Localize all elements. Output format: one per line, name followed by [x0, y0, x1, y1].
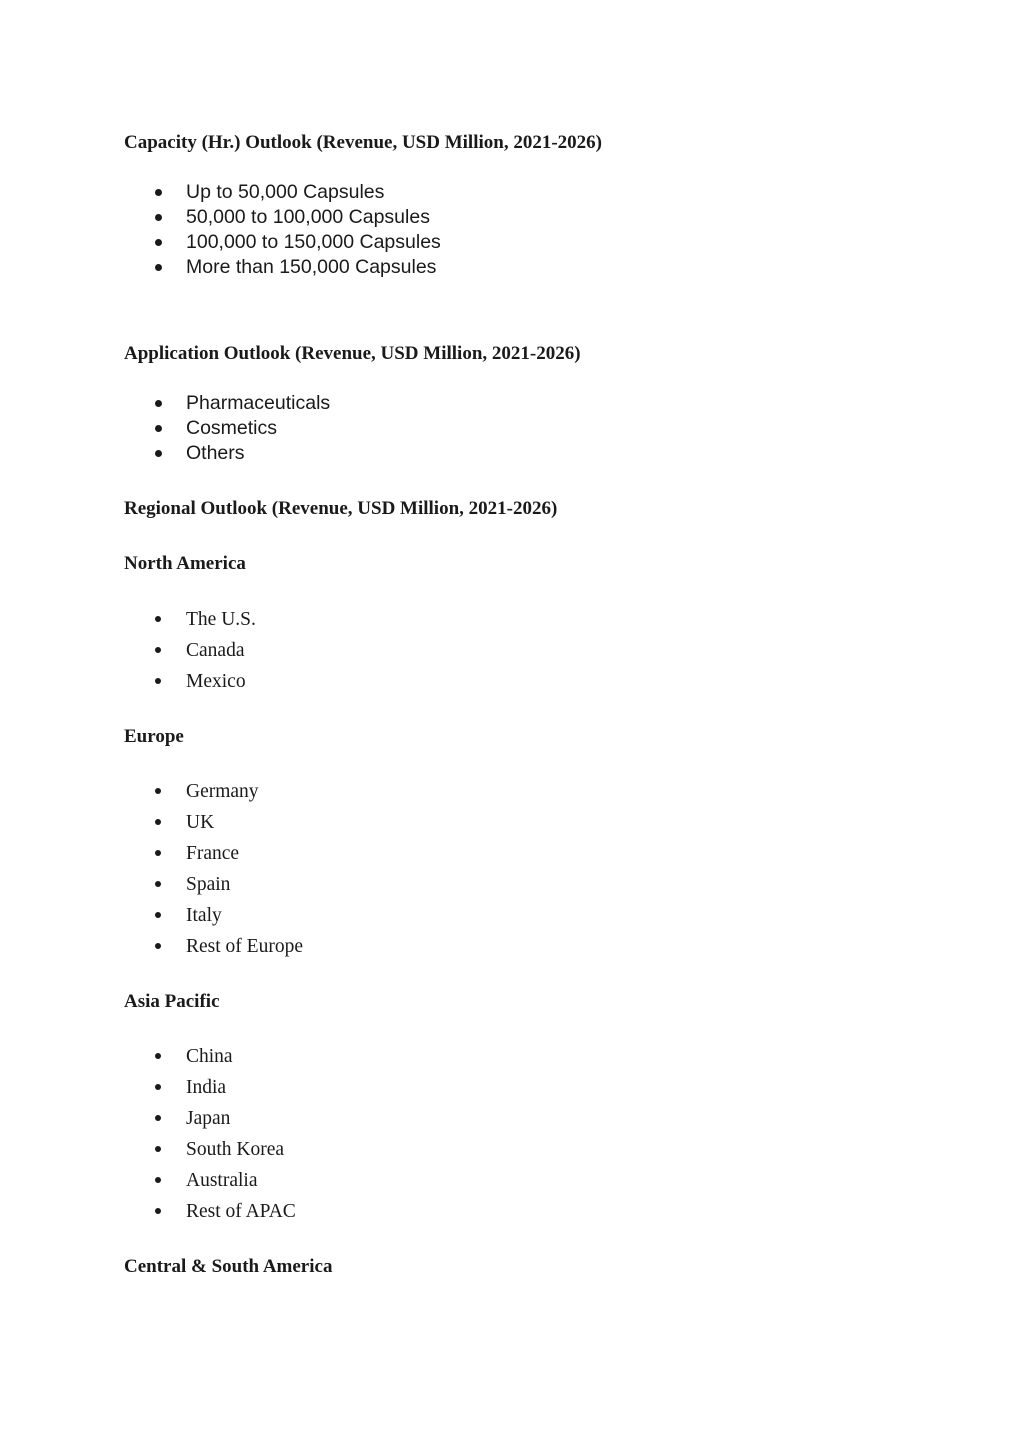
regional-outlook-heading: Regional Outlook (Revenue, USD Million, 2021-2026) [124, 498, 558, 519]
bullet-icon [155, 912, 161, 918]
bullet-icon [155, 189, 162, 196]
north-america-heading: North America [124, 553, 246, 574]
capacity-outlook-heading: Capacity (Hr.) Outlook (Revenue, USD Million, 2021-2026) [124, 132, 602, 153]
list-item: Rest of Europe [0, 931, 303, 962]
bullet-icon [155, 678, 161, 684]
asia-pacific-heading: Asia Pacific [124, 991, 220, 1012]
bullet-icon [155, 425, 162, 432]
bullet-icon [155, 1177, 161, 1183]
bullet-icon [155, 239, 162, 246]
bullet-icon [155, 1084, 161, 1090]
bullet-icon [155, 400, 162, 407]
application-list [0, 391, 330, 466]
europe-heading: Europe [124, 726, 184, 747]
application-outlook-heading: Application Outlook (Revenue, USD Million, 2021-2026) [124, 343, 581, 364]
bullet-icon [155, 1115, 161, 1121]
list-item: Cosmetics [0, 416, 330, 441]
list-item: China [0, 1041, 296, 1072]
list-item: Spain [0, 869, 303, 900]
list-item: India [0, 1072, 296, 1103]
list-item: 50,000 to 100,000 Capsules [0, 205, 441, 230]
list-item: Australia [0, 1165, 296, 1196]
central-south-america-heading: Central & South America [124, 1256, 333, 1277]
bullet-icon [155, 264, 162, 271]
list-item: France [0, 838, 303, 869]
north-america-list [0, 604, 256, 697]
list-item: Up to 50,000 Capsules [0, 180, 441, 205]
bullet-icon [155, 850, 161, 856]
bullet-icon [155, 788, 161, 794]
list-item: Pharmaceuticals [0, 391, 330, 416]
bullet-icon [155, 1053, 161, 1059]
list-item: Germany [0, 776, 303, 807]
europe-list [0, 776, 303, 962]
bullet-icon [155, 943, 161, 949]
list-item: Canada [0, 635, 256, 666]
list-item: 100,000 to 150,000 Capsules [0, 230, 441, 255]
bullet-icon [155, 1146, 161, 1152]
list-item: Others [0, 441, 330, 466]
list-item: More than 150,000 Capsules [0, 255, 441, 280]
bullet-icon [155, 450, 162, 457]
bullet-icon [155, 647, 161, 653]
bullet-icon [155, 616, 161, 622]
bullet-icon [155, 819, 161, 825]
list-item: The U.S. [0, 604, 256, 635]
list-item: UK [0, 807, 303, 838]
list-item: Japan [0, 1103, 296, 1134]
bullet-icon [155, 1208, 161, 1214]
bullet-icon [155, 214, 162, 221]
list-item: South Korea [0, 1134, 296, 1165]
asia-pacific-list [0, 1041, 296, 1227]
capacity-list [0, 180, 441, 280]
bullet-icon [155, 881, 161, 887]
list-item: Mexico [0, 666, 256, 697]
list-item: Rest of APAC [0, 1196, 296, 1227]
list-item: Italy [0, 900, 303, 931]
